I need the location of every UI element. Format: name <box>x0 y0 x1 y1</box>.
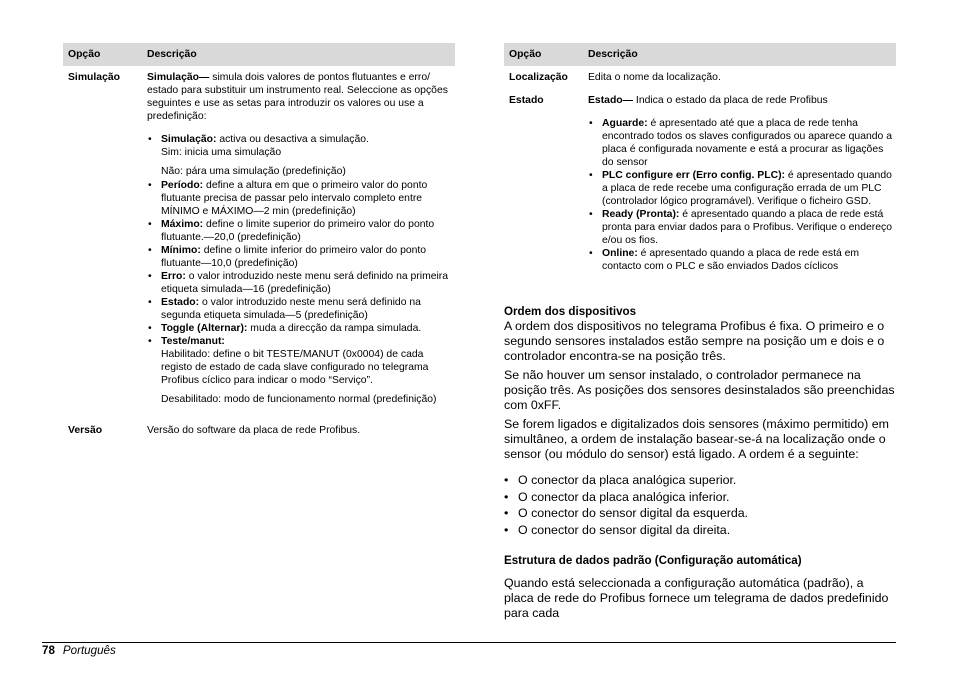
item-text: define a altura em que o primeiro valor do ponto flutuante precisa de passar pelo intervalo completo entre MÍNIMO e MÁXIMO—2 min (predefinição) <box>161 180 428 217</box>
item-label: Estado: <box>161 297 200 308</box>
item-text: activa ou desactiva a simulação. <box>216 134 369 145</box>
item-label: Simulação: <box>161 134 217 145</box>
list-item <box>147 218 455 244</box>
left-column <box>63 43 455 437</box>
item-text: é apresentado quando a placa de rede recebe uma configuração errada de um PLC (controlador lógico programável). Verifique o ficheiro GSD. <box>602 170 892 207</box>
option-name: Simulação <box>68 72 120 83</box>
list-item <box>147 335 455 406</box>
list-item <box>147 296 455 322</box>
estado-intro <box>588 94 896 107</box>
intro-bold: Estado— <box>588 95 634 106</box>
item-subline: Desabilitado: modo de funcionamento normal (predefinição) <box>161 394 437 405</box>
option-description: Edita o nome da localização. <box>588 72 721 83</box>
header-option: Opção <box>504 43 583 66</box>
estado-list <box>588 117 896 273</box>
list-item: • O conector da placa analógica inferior. <box>504 489 896 506</box>
header-option: Opção <box>63 43 142 66</box>
option-name: Estado <box>509 95 544 106</box>
paragraph: Se forem ligados e digitalizados dois sensores (máximo permitido) em simultâneo, a ordem de instalação basear-se-á na localização onde o sensor (ou módulo do sensor) está ligado. A ordem é a seguinte: <box>504 417 889 461</box>
list-item <box>147 179 455 218</box>
item-text: é apresentado quando a placa de rede está em contacto com o PLC e são enviados Dados cíclicos <box>602 248 860 272</box>
footer-rule <box>42 642 896 643</box>
paragraph: Se não houver um sensor instalado, o controlador permanece na posição três. As posições dos sensores desinstalados são preenchidas com 0xFF. <box>504 368 895 412</box>
list-item: • O conector do sensor digital da esquerda. <box>504 505 896 522</box>
item-label: Toggle (Alternar): <box>161 323 248 334</box>
list-item <box>588 208 896 247</box>
item-text: é apresentado até que a placa de rede tenha encontrado todos os slaves configurados ou aparece quando a placa é configurada novamente e está a procurar as ligações do sensor <box>602 118 892 168</box>
item-label: Erro: <box>161 271 186 282</box>
item-subline: Não: pára uma simulação (predefinição) <box>161 166 346 177</box>
item-subline: Sim: inicia uma simulação <box>161 147 282 158</box>
item-text: é apresentado quando a placa de rede está pronta para enviar dados para o Profibus. Verifique o endereço e/ou os fios. <box>602 209 892 246</box>
option-name: Localização <box>509 72 568 83</box>
footer-language: Português <box>62 644 116 657</box>
list-item: • O conector da placa analógica superior. <box>504 472 896 489</box>
item-label: Teste/manut: <box>161 336 225 347</box>
section-heading-estrutura: Estrutura de dados padrão (Configuração automática) <box>504 554 802 567</box>
simulacao-list <box>147 133 455 406</box>
item-text: o valor introduzido neste menu será definido na segunda etiqueta simulada—5 (predefinição) <box>161 297 421 321</box>
table-header-row <box>63 43 455 66</box>
simulacao-intro <box>147 71 455 123</box>
item-label: PLC configure err (Erro config. PLC): <box>602 170 785 181</box>
option-description: Versão do software da placa de rede Profibus. <box>147 425 361 436</box>
item-text: muda a direcção da rampa simulada. <box>247 323 422 334</box>
table-row-simulacao <box>63 66 455 406</box>
list-item <box>147 270 455 296</box>
list-item <box>147 133 455 178</box>
options-table-left <box>63 43 455 437</box>
section-heading-ordem: Ordem dos dispositivos <box>504 305 637 318</box>
header-description: Descrição <box>583 43 896 66</box>
table-row-estado <box>504 84 896 273</box>
list-item <box>588 247 896 273</box>
item-label: Período: <box>161 180 204 191</box>
item-text: o valor introduzido neste menu será definido na primeira etiqueta simulada—16 (predefinição) <box>161 271 449 295</box>
ordem-list <box>504 472 896 538</box>
paragraph: A ordem dos dispositivos no telegrama Profibus é fixa. O primeiro e o segundo sensores instalados estão sempre na posição um e dois e o controlador encontra-se na posição três. <box>504 319 885 363</box>
options-table-right <box>504 43 896 273</box>
item-label: Online: <box>602 248 638 259</box>
intro-text: Indica o estado da placa de rede Profibus <box>633 95 828 106</box>
option-description <box>583 84 896 273</box>
item-text: define o limite superior do primeiro valor do ponto flutuante.—20,0 (predefinição) <box>161 219 435 243</box>
item-label: Mínimo: <box>161 245 201 256</box>
page-footer <box>42 644 116 657</box>
item-label: Máximo: <box>161 219 204 230</box>
item-subline: Habilitado: define o bit TESTE/MANUT (0x0004) de cada registo de estado de cada slave configurado no telegrama Profibus cíclico para indicar o modo “Serviço”. <box>161 349 429 386</box>
intro-text: simula dois valores de pontos flutuantes e erro/ estado para substituir um instrumento real. Seleccione as opções seguintes e use as setas para introduzir os valores ou use a predefinição: <box>147 72 448 122</box>
page-number: 78 <box>42 644 55 657</box>
list-item: • O conector do sensor digital da direita. <box>504 522 896 539</box>
item-label: Ready (Pronta): <box>602 209 680 220</box>
intro-bold: Simulação— <box>147 72 210 83</box>
right-column <box>504 43 896 621</box>
item-text: define o limite inferior do primeiro valor do ponto flutuante—10,0 (predefinição) <box>161 245 427 269</box>
item-label: Aguarde: <box>602 118 648 129</box>
table-row-localizacao <box>504 66 896 84</box>
list-item <box>588 169 896 208</box>
paragraph: Quando está seleccionada a configuração automática (padrão), a placa de rede do Profibus fornece um telegrama de dados predefinido para cada <box>504 576 889 620</box>
table-header-row <box>504 43 896 66</box>
header-description: Descrição <box>142 43 455 66</box>
list-item <box>147 322 455 335</box>
option-name: Versão <box>68 425 103 436</box>
list-item <box>147 244 455 270</box>
option-description <box>142 66 455 406</box>
list-item <box>588 117 896 169</box>
table-row-versao <box>63 406 455 437</box>
